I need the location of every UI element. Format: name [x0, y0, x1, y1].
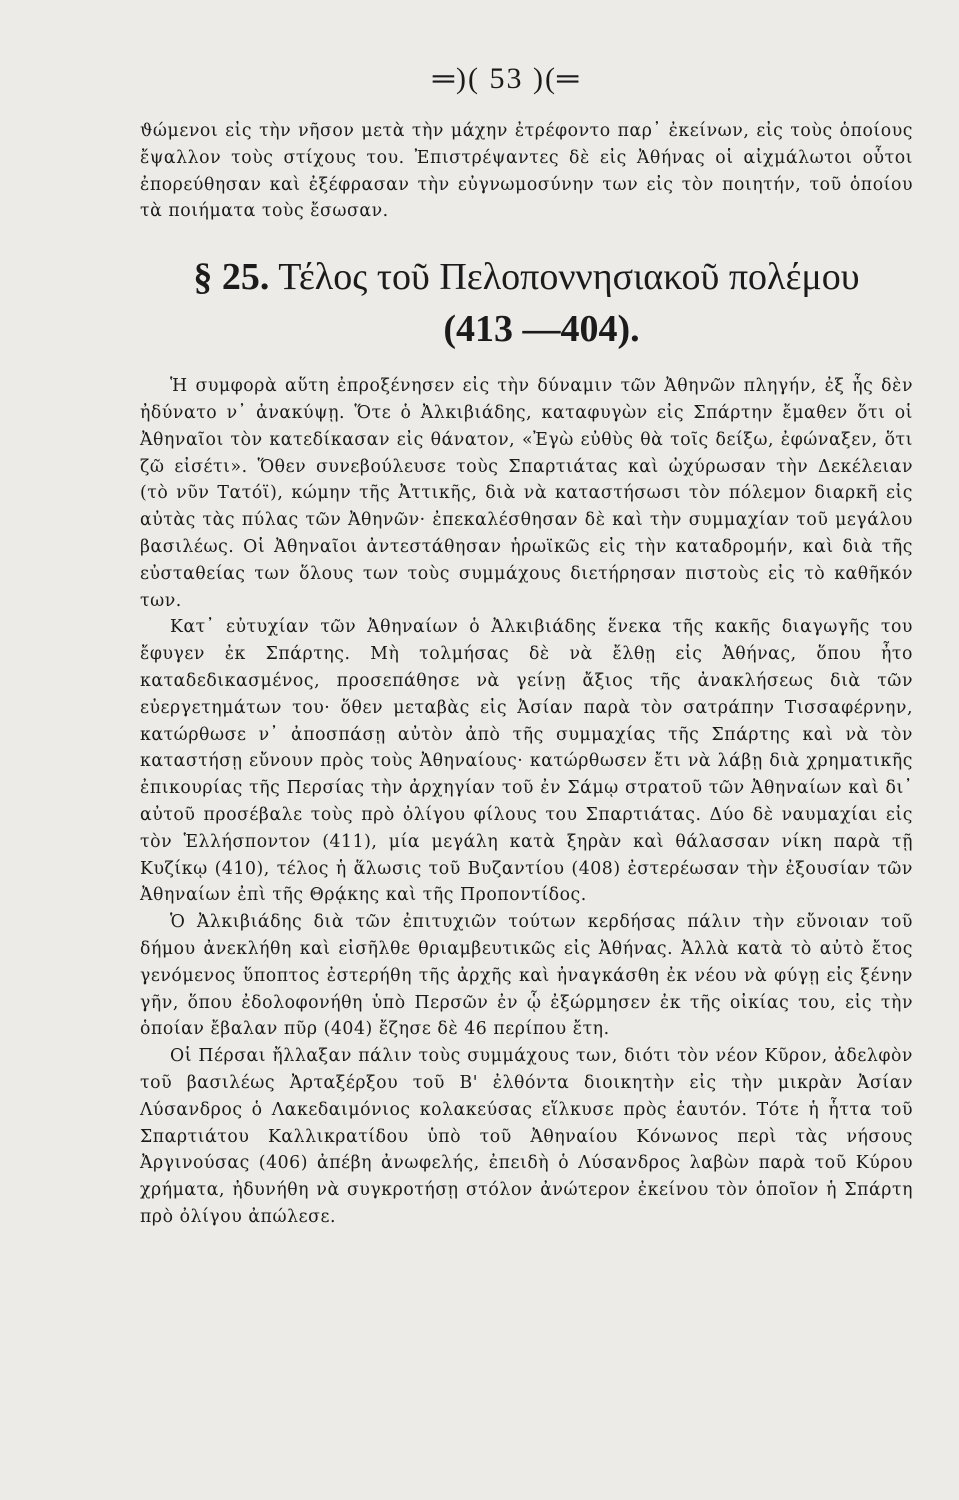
- page-number-header: ═)( 53 )(═: [432, 62, 581, 95]
- section-years: (413 —404).: [443, 308, 640, 351]
- body-paragraph: Ὁ Ἀλκιβιάδης διὰ τῶν ἐπιτυχιῶν τούτων κερδήσας πάλιν τὴν εὔνοιαν τοῦ δήμου ἀνεκλήθη καὶ εἰσῆλθε θριαμβευτικῶς εἰς Ἀθήνας. Ἀλλὰ κατὰ τὸ αὐτὸ ἔτος γενόμενος ὕποπτος ἐστερήθη τῆς ἀρχῆς καὶ ἠναγκάσθη ἐκ νέου νὰ φύγῃ εἰς ξένην γῆν, ὅπου ἐδολοφονήθη ὑπὸ Περσῶν ἐν ᾧ ἐξώρμησεν ἐκ τῆς οἰκίας του, εἰς τὴν ὁποίαν ἔβαλαν πῦρ (404) ἔζησε δὲ 46 περίπου ἔτη.: [140, 912, 913, 1040]
- section-number: § 25.: [193, 256, 270, 299]
- body-paragraph: Ἡ συμφορὰ αὕτη ἐπροξένησεν εἰς τὴν δύναμιν τῶν Ἀθηνῶν πληγήν, ἐξ ἧς δὲν ἠδύνατο ν᾽ ἀνακύψῃ. Ὅτε ὁ Ἀλκιβιάδης, καταφυγὼν εἰς Σπάρτην ἔμαθεν ὅτι οἱ Ἀθηναῖοι τὸν κατεδίκασαν εἰς θάνατον, «Ἐγὼ εὐθὺς θὰ τοῖς δείξω, ἐφώναξεν, ὅτι ζῶ εἰσέτι». Ὅθεν συνεβούλευσε τοὺς Σπαρτιάτας καὶ ὠχύρωσαν τὴν Δεκέλειαν (τὸ νῦν Τατόϊ), κώμην τῆς Ἀττικῆς, διὰ νὰ καταστήσωσι τὸν πόλεμον διαρκῆ εἰς αὐτὰς τὰς πύλας τῶν Ἀθηνῶν· ἐπεκαλέσθησαν δὲ καὶ τὴν συμμαχίαν τοῦ μεγάλου βασιλέως. Οἱ Ἀθηναῖοι ἀντεστάθησαν ἡρωϊκῶς εἰς τὴν καταδρομήν, καὶ διὰ τῆς εὐσταθείας των ὅλους των τοὺς συμμάχους διετήρησαν πιστοὺς εἰς τὸ καθῆκόν των.: [140, 376, 913, 611]
- intro-paragraph: ϑώμενοι εἰς τὴν νῆσον μετὰ τὴν μάχην ἐτρέφοντο παρ᾽ ἐκείνων, εἰς τοὺς ὁποίους ἔψαλλον τοὺς στίχους του. Ἐπιστρέψαντες δὲ εἰς Ἀθήνας οἱ αἰχμάλωτοι οὗτοι ἐπορεύθησαν καὶ ἐξέφρασαν τὴν εὐγνωμοσύνην των εἰς τὸν ποιητήν, τοῦ ὁποίου τὰ ποιήματα τοὺς ἔσωσαν.: [140, 121, 913, 222]
- body-paragraph: Κατ᾽ εὐτυχίαν τῶν Ἀθηναίων ὁ Ἀλκιβιάδης ἕνεκα τῆς κακῆς διαγωγῆς του ἔφυγεν ἐκ Σπάρτης. Μὴ τολμήσας δὲ νὰ ἔλθῃ εἰς Ἀθήνας, ὅπου ἦτο καταδεδικασμένος, προσεπάθησε νὰ γείνῃ ἄξιος τῆς ἀνακλήσεως διὰ τῶν εὐεργετημάτων του· ὅθεν μεταβὰς εἰς Ἀσίαν παρὰ τὸν σατράπην Τισσαφέρνην, κατώρθωσε ν᾽ ἀποσπάσῃ αὐτὸν ἀπὸ τῆς συμμαχίας τῆς Σπάρτης καὶ νὰ τὸν καταστήσῃ εὔνουν πρὸς τοὺς Ἀθηναίους· κατώρθωσεν ἔτι νὰ λάβῃ διὰ χρηματικῆς ἐπικουρίας τῆς Περσίας τὴν ἀρχηγίαν τοῦ ἐν Σάμῳ στρατοῦ τῶν Ἀθηναίων καὶ δι᾽ αὐτοῦ προσέβαλε τοὺς πρὸ ὀλίγου φίλους του Σπαρτιάτας. Δύο δὲ ναυμαχίαι εἰς τὸν Ἑλλήσποντον (411), μία μεγάλη κατὰ ξηρὰν καὶ θάλασσαν νίκη παρὰ τῇ Κυζίκῳ (410), τέλος ἡ ἅλωσις τοῦ Βυζαντίου (408) ἐστερέωσαν τὴν ἐξουσίαν τῶν Ἀθηναίων ἐπὶ τῆς Θρᾴκης καὶ τῆς Προποντίδος.: [140, 617, 913, 906]
- section-title: Τέλος τοῦ Πελοποννησιακοῦ πολέμου: [278, 256, 860, 299]
- body-paragraph: Οἱ Πέρσαι ἤλλαξαν πάλιν τοὺς συμμάχους των, διότι τὸν νέον Κῦρον, ἀδελφὸν τοῦ βασιλέως Ἀρταξέρξου τοῦ Β' ἐλθόντα διοικητὴν εἰς τὴν μικρὰν Ἀσίαν Λύσανδρος ὁ Λακεδαιμόνιος κολακεύσας εἵλκυσε πρὸς ἑαυτόν. Τότε ἡ ἧττα τοῦ Σπαρτιάτου Καλλικρατίδου ὑπὸ τοῦ Ἀθηναίου Κόνωνος περὶ τὰς νήσους Ἀργινούσας (406) ἀπέβη ἀνωφελής, ἐπειδὴ ὁ Λύσανδρος λαβὼν παρὰ τοῦ Κύρου χρήματα, ἠδυνήθη νὰ συγκροτήσῃ στόλον ἀνώτερον ἐκείνου τὸν ὁποῖον ἡ Σπάρτη πρὸ ὀλίγου ἀπώλεσε.: [140, 1046, 913, 1227]
- section-heading: [140, 255, 913, 299]
